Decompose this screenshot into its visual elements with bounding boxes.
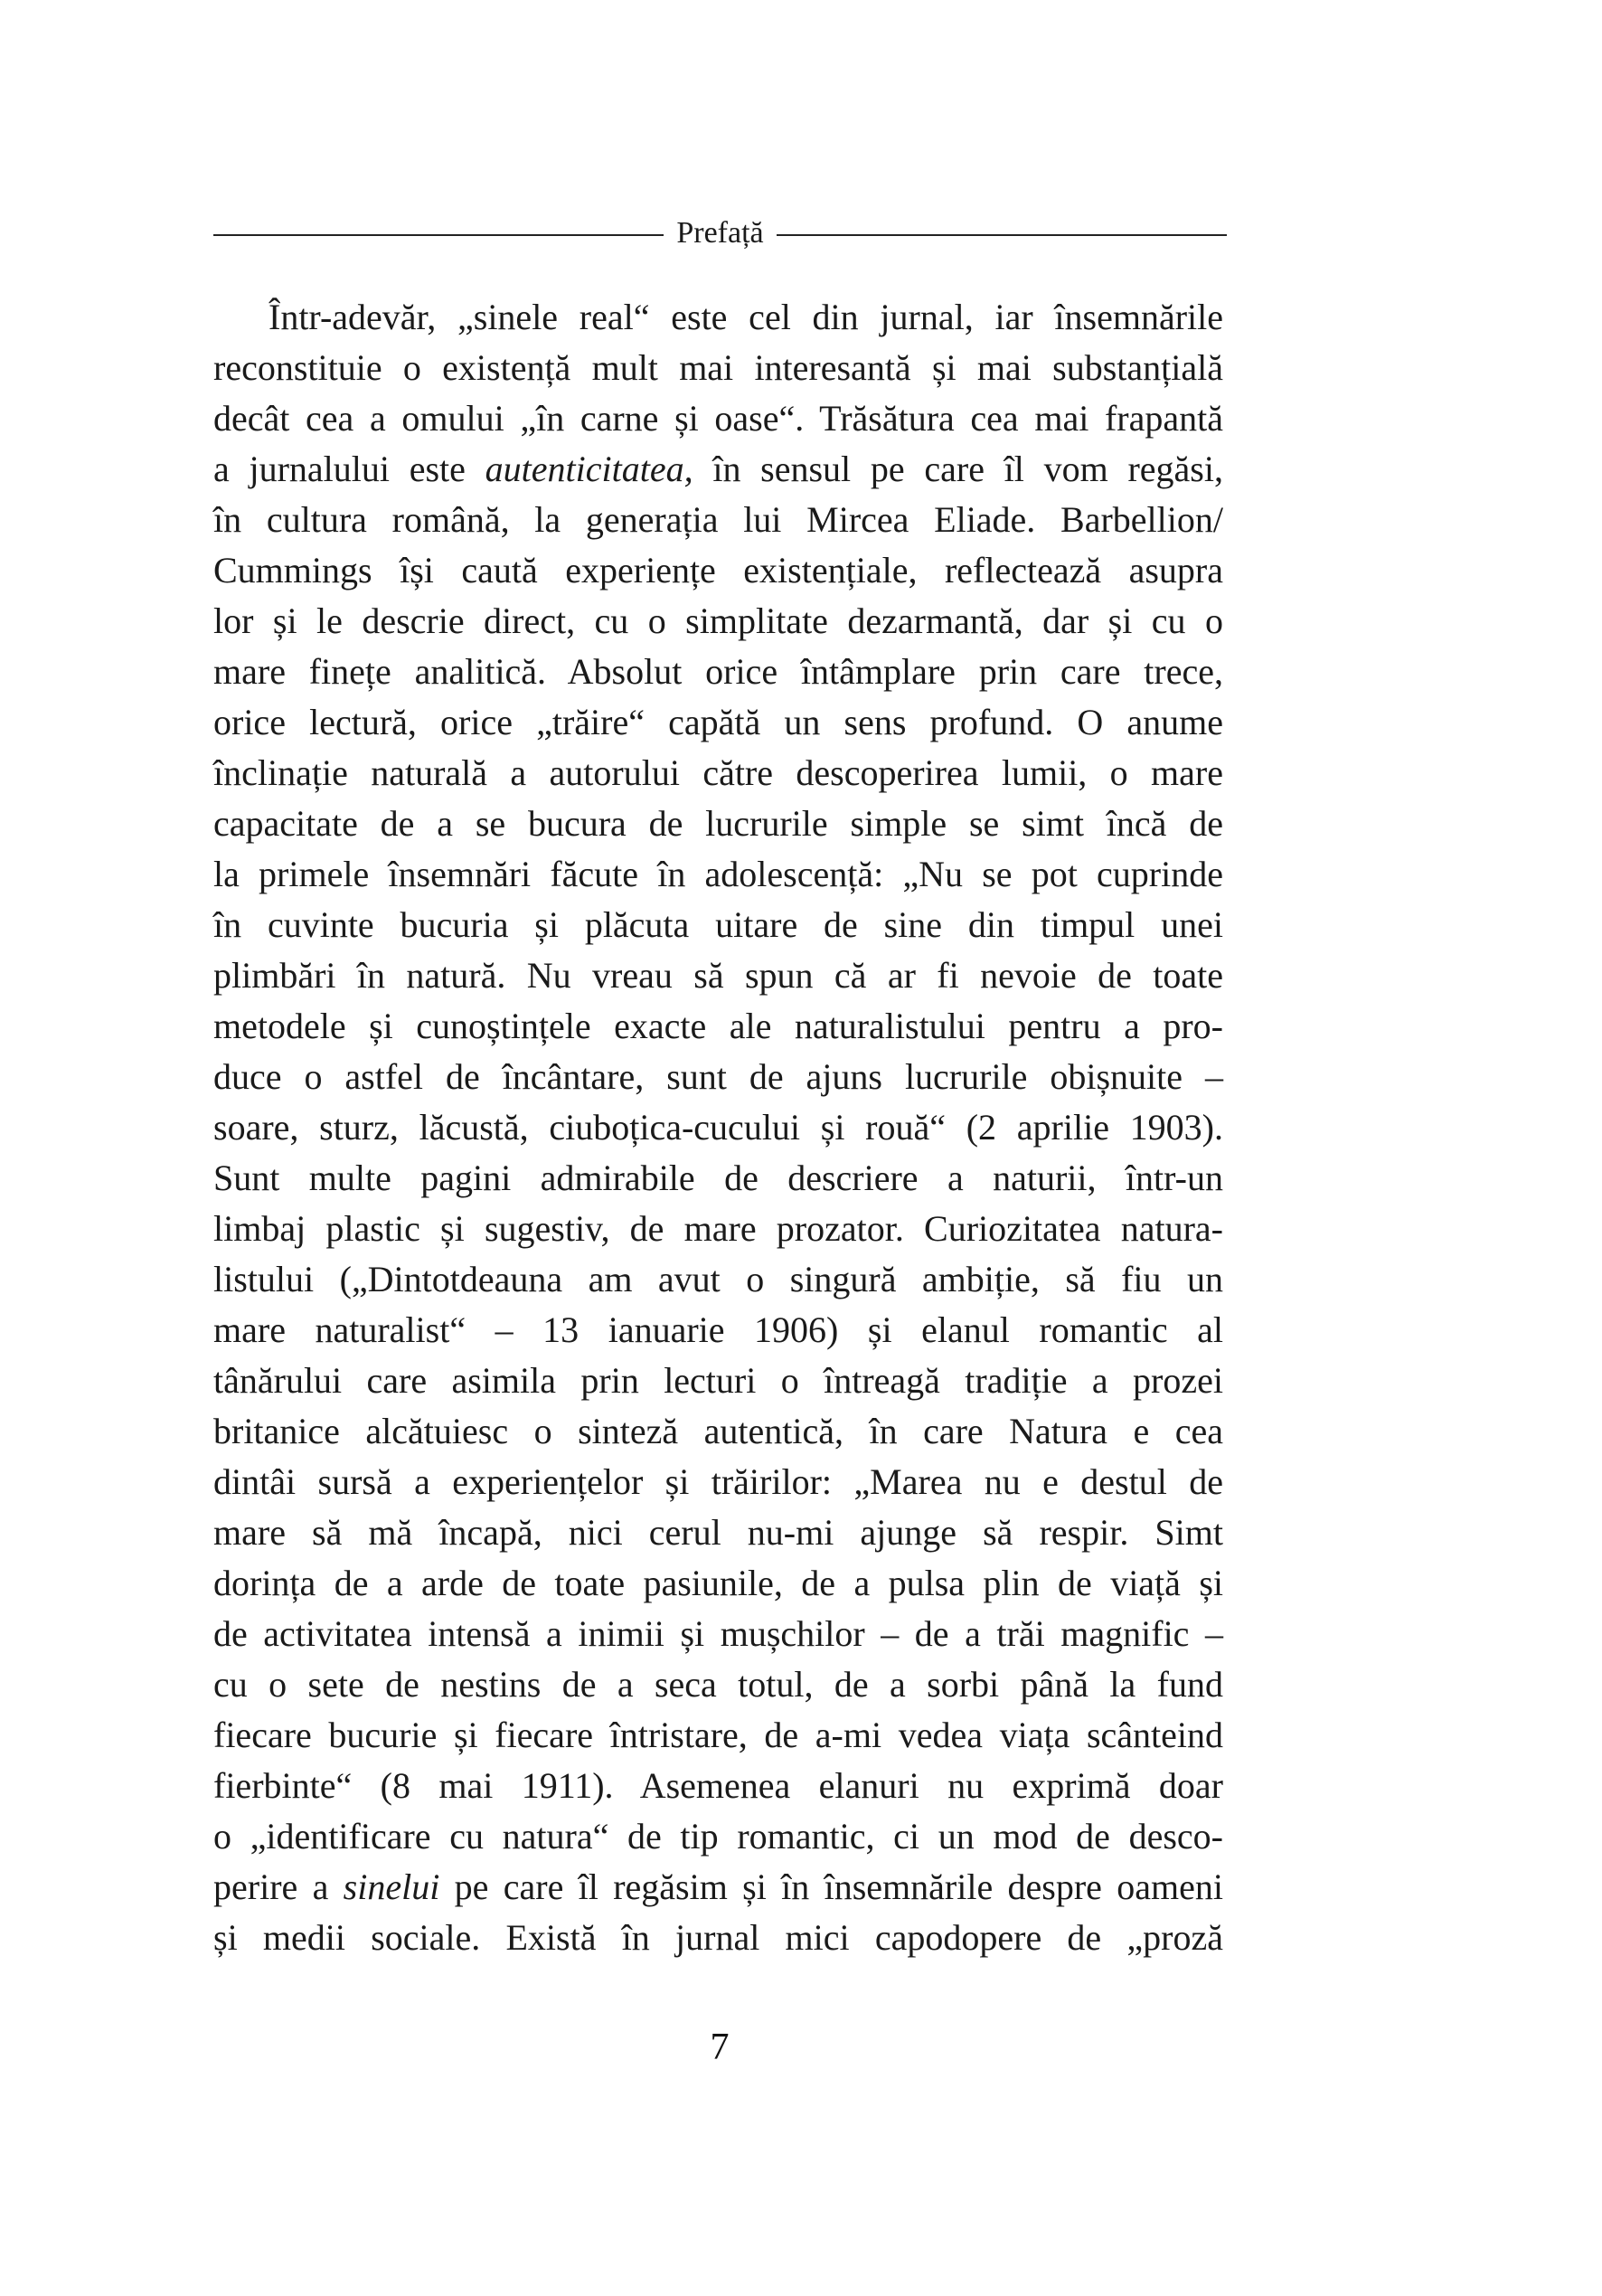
text-line — [213, 1811, 1223, 1862]
text-line — [213, 393, 1223, 444]
text-line-content — [213, 444, 1223, 495]
text-line — [213, 444, 1223, 495]
text-line — [213, 1254, 1223, 1305]
text-line — [213, 1102, 1223, 1153]
text-line — [213, 697, 1223, 748]
text-line-content — [213, 1609, 1223, 1659]
text-segment: mare să mă încapă, nici cerul nu-mi ajunge să respir. Simt — [213, 1512, 1223, 1553]
header-rule-right — [777, 234, 1227, 236]
text-line — [213, 748, 1223, 798]
text-line — [213, 1913, 1223, 1963]
text-line-content — [213, 1761, 1223, 1811]
text-line-content — [213, 748, 1223, 798]
text-segment: tânărului care asimila prin lecturi o întreagă tradiție a prozei — [213, 1360, 1223, 1401]
text-line — [213, 1356, 1223, 1406]
text-line — [213, 1001, 1223, 1052]
text-segment: Într-adevăr, „sinele real“ este cel din jurnal, iar însemnările — [269, 297, 1223, 337]
text-line — [213, 1710, 1223, 1761]
text-line-content — [213, 647, 1223, 697]
text-line — [213, 849, 1223, 900]
text-line — [213, 1406, 1223, 1457]
text-segment: decât cea a omului „în carne și oase“. Trăsătura cea mai frapantă — [213, 398, 1223, 439]
text-line-content — [213, 1913, 1223, 1963]
text-line-content — [213, 1558, 1223, 1609]
text-line — [213, 1558, 1223, 1609]
running-header — [213, 213, 1227, 253]
text-segment: în cuvinte bucuria și plăcuta uitare de sine din timpul unei — [213, 904, 1223, 945]
text-line — [213, 1052, 1223, 1102]
text-segment: lor și le descrie direct, cu o simplitate dezarmantă, dar și cu o — [213, 600, 1223, 641]
text-line — [213, 292, 1223, 343]
text-line — [213, 900, 1223, 950]
text-segment: orice lectură, orice „trăire“ capătă un sens profund. O anume — [213, 702, 1223, 742]
emphasized-text: autenticitatea, — [485, 449, 693, 489]
text-segment: soare, sturz, lăcustă, ciuboțica-cucului și rouă“ (2 aprilie 1903). — [213, 1107, 1223, 1148]
text-line-content — [213, 1356, 1223, 1406]
text-segment: Sunt multe pagini admirabile de descriere a naturii, într-un — [213, 1157, 1223, 1198]
text-line-content — [213, 1052, 1223, 1102]
page-number: 7 — [710, 2027, 730, 2068]
text-segment: mare finețe analitică. Absolut orice întâmplare prin care trece, — [213, 651, 1223, 692]
text-segment: a jurnalului este — [213, 449, 485, 489]
text-segment: capacitate de a se bucura de lucrurile simple se simt încă de — [213, 803, 1223, 844]
text-segment: britanice alcătuiesc o sinteză autentică, în care Natura e cea — [213, 1411, 1223, 1451]
text-line — [213, 1507, 1223, 1558]
text-segment: perire a — [213, 1866, 344, 1907]
text-line-content — [213, 950, 1223, 1001]
text-segment: pe care îl regăsim și în însemnările despre oameni — [439, 1866, 1223, 1907]
text-line-content — [213, 900, 1223, 950]
text-segment: metodele și cunoștințele exacte ale naturalistului pentru a pro- — [213, 1006, 1223, 1046]
text-line — [213, 1609, 1223, 1659]
text-segment: fiecare bucurie și fiecare întristare, de a-mi vedea viața scânteind — [213, 1715, 1223, 1755]
text-line-content — [213, 849, 1223, 900]
text-line-content — [213, 1001, 1223, 1052]
text-line-content — [213, 1153, 1223, 1204]
text-line-content — [213, 1862, 1223, 1913]
text-line-content — [213, 1811, 1223, 1862]
text-line — [213, 343, 1223, 393]
text-line-content — [213, 495, 1223, 545]
text-segment: listului („Dintotdeauna am avut o singură ambiție, să fiu un — [213, 1259, 1223, 1299]
text-line — [213, 495, 1223, 545]
text-line-content — [213, 1102, 1223, 1153]
text-segment: în cultura română, la generația lui Mircea Eliade. Barbellion/ — [213, 499, 1223, 540]
text-line — [213, 950, 1223, 1001]
text-line — [213, 1659, 1223, 1710]
text-line-content — [213, 545, 1223, 596]
text-line-content — [213, 1204, 1223, 1254]
text-segment: de activitatea intensă a inimii și mușchilor – de a trăi magnific – — [213, 1613, 1223, 1654]
text-line-content — [213, 393, 1223, 444]
text-segment: o „identificare cu natura“ de tip romantic, ci un mod de desco- — [213, 1816, 1223, 1857]
text-line — [213, 1153, 1223, 1204]
text-line — [213, 1862, 1223, 1913]
text-line — [213, 647, 1223, 697]
text-segment: plimbări în natură. Nu vreau să spun că ar fi nevoie de toate — [213, 955, 1223, 996]
text-line-content — [213, 1305, 1223, 1356]
text-line — [213, 1204, 1223, 1254]
text-segment: limbaj plastic și sugestiv, de mare prozator. Curiozitatea natura- — [213, 1208, 1223, 1249]
text-line — [213, 1305, 1223, 1356]
text-segment: în sensul pe care îl vom regăsi, — [693, 449, 1223, 489]
text-segment: și medii sociale. Există în jurnal mici capodopere de „proză — [213, 1917, 1223, 1958]
text-line-content — [213, 798, 1223, 849]
text-line-content — [213, 1507, 1223, 1558]
text-line-content — [213, 1457, 1223, 1507]
text-segment: duce o astfel de încântare, sunt de ajuns lucrurile obișnuite – — [213, 1056, 1223, 1097]
text-line — [213, 545, 1223, 596]
text-segment: înclinație naturală a autorului către descoperirea lumii, o mare — [213, 752, 1223, 793]
running-title: Prefață — [676, 216, 764, 250]
text-line-content — [269, 292, 1223, 343]
text-line-content — [213, 596, 1223, 647]
header-rule-left — [213, 234, 664, 236]
text-segment: mare naturalist“ – 13 ianuarie 1906) și elanul romantic al — [213, 1309, 1223, 1350]
text-line — [213, 1457, 1223, 1507]
text-line-content — [213, 343, 1223, 393]
text-line-content — [213, 1406, 1223, 1457]
text-segment: fierbinte“ (8 mai 1911). Asemenea elanuri nu exprimă doar — [213, 1765, 1223, 1806]
text-line — [213, 596, 1223, 647]
emphasized-text: sinelui — [343, 1866, 440, 1907]
text-line-content — [213, 1659, 1223, 1710]
text-line-content — [213, 1254, 1223, 1305]
text-line — [213, 1761, 1223, 1811]
text-segment: dorința de a arde de toate pasiunile, de a pulsa plin de viață și — [213, 1563, 1223, 1603]
text-line-content — [213, 1710, 1223, 1761]
text-line — [213, 798, 1223, 849]
text-line-content — [213, 697, 1223, 748]
text-segment: Cummings își caută experiențe existențiale, reflectează asupra — [213, 550, 1223, 591]
text-segment: dintâi sursă a experiențelor și trăirilor: „Marea nu e destul de — [213, 1461, 1223, 1502]
body-paragraph — [213, 292, 1223, 1963]
text-segment: la primele însemnări făcute în adolescență: „Nu se pot cuprinde — [213, 854, 1223, 894]
text-segment: reconstituie o existență mult mai interesantă și mai substanțială — [213, 347, 1223, 388]
text-segment: cu o sete de nestins de a seca totul, de a sorbi până la fund — [213, 1664, 1223, 1705]
